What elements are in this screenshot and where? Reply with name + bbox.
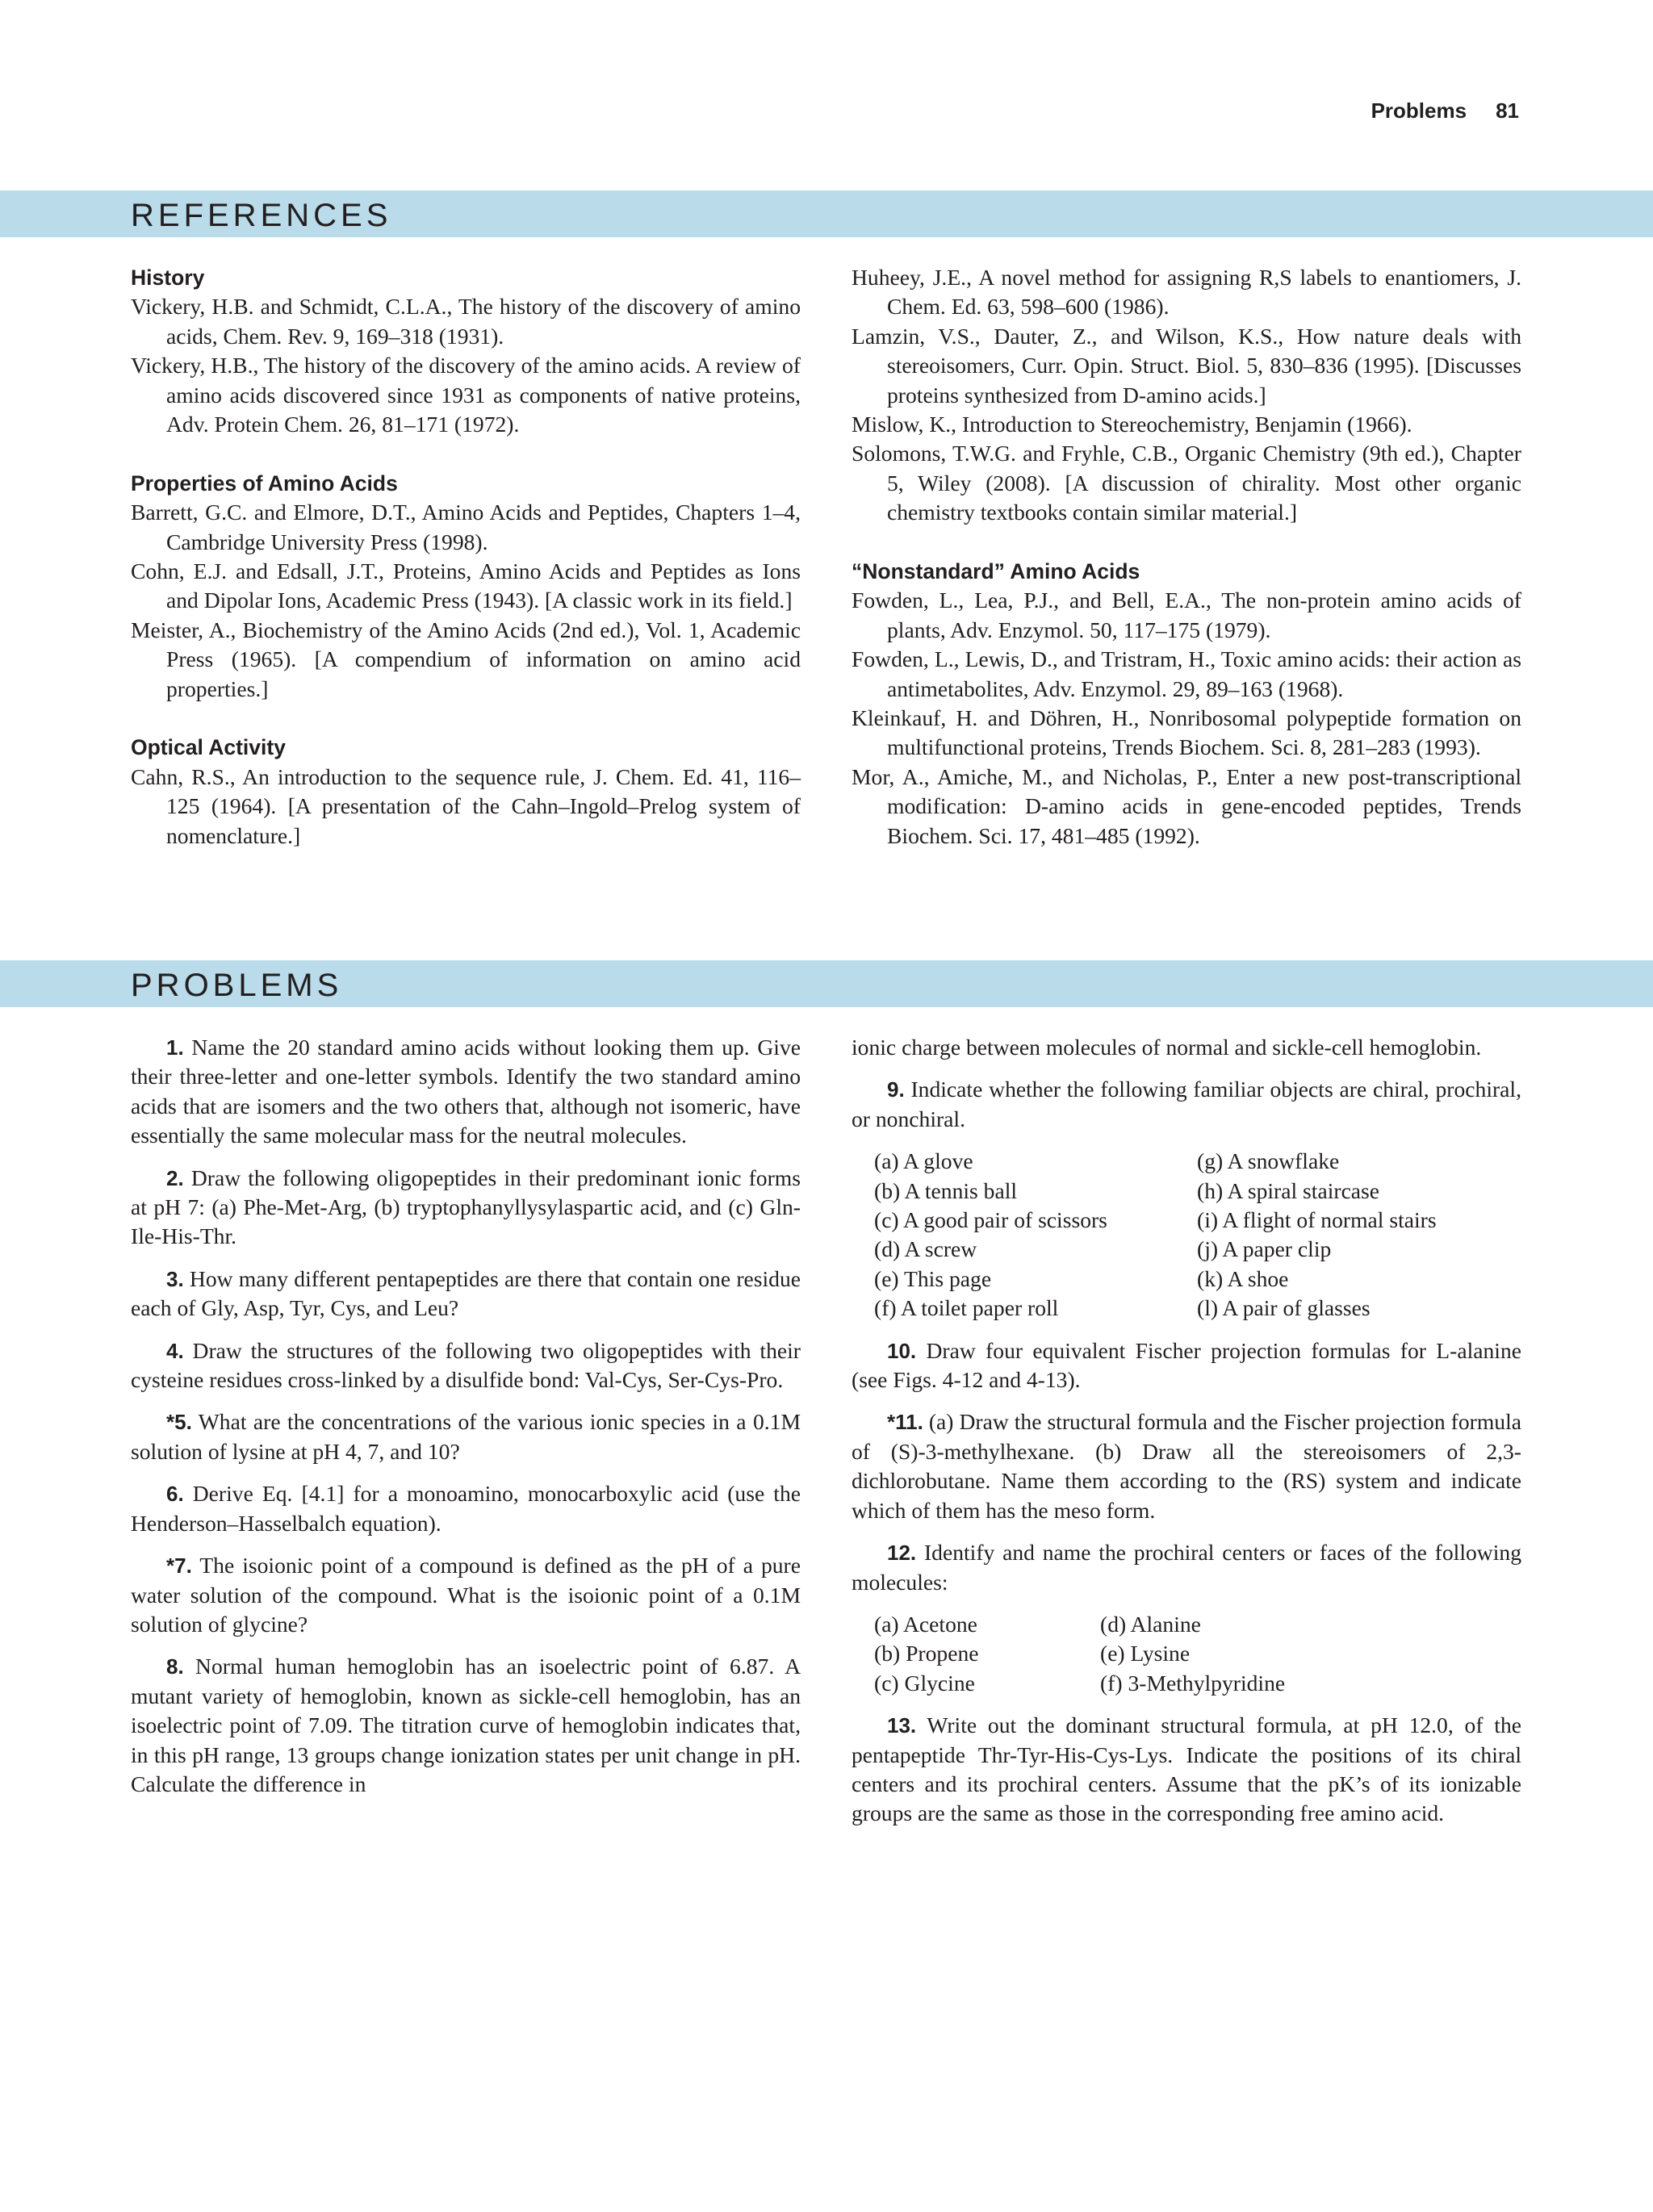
problem-item bbox=[131, 1265, 801, 1323]
reference-subheading: “Nonstandard” Amino Acids bbox=[852, 559, 1140, 584]
problem-number: *7. bbox=[166, 1553, 192, 1579]
reference-subheading: Optical Activity bbox=[131, 735, 286, 760]
choice-item: (d) A screw bbox=[874, 1236, 977, 1262]
reference-entry: Vickery, H.B., The history of the discovery of the amino acids. A review of amino acids discovered since 1931 as components of native proteins, Adv. Protein Chem. 26, 81–171 (1972). bbox=[131, 353, 801, 437]
references-right-column bbox=[852, 263, 1521, 851]
reference-entry: Lamzin, V.S., Dauter, Z., and Wilson, K.S., How nature deals with stereoisomers, Curr. Opin. Struct. Biol. 5, 830–836 (1995). [Discusses proteins synthesized from D-amino acids.] bbox=[852, 323, 1521, 408]
problem-text: Draw four equivalent Fischer projection formulas for L-alanine (see Figs. 4-12 and 4-13). bbox=[852, 1337, 1521, 1393]
reference-entry: Vickery, H.B. and Schmidt, C.L.A., The history of the discovery of amino acids, Chem. Rev. 9, 169–318 (1931). bbox=[131, 294, 801, 349]
choice-item: (j) A paper clip bbox=[1197, 1236, 1332, 1262]
reference-entry: Barrett, G.C. and Elmore, D.T., Amino Acids and Peptides, Chapters 1–4, Cambridge University Press (1998). bbox=[131, 500, 801, 554]
reference-entry: Huheey, J.E., A novel method for assigning R,S labels to enantiomers, J. Chem. Ed. 63, 598–600 (1986). bbox=[852, 265, 1521, 320]
problem-number: 1. bbox=[166, 1035, 184, 1060]
problem-text: How many different pentapeptides are there that contain one residue each of Gly, Asp, Tyr, Cys, and Leu? bbox=[131, 1265, 801, 1321]
reference-entry: Fowden, L., Lea, P.J., and Bell, E.A., The non-protein amino acids of plants, Adv. Enzymol. 50, 117–175 (1979). bbox=[852, 587, 1521, 642]
problem-item bbox=[852, 1538, 1521, 1597]
choice-item: (k) A shoe bbox=[1197, 1265, 1289, 1291]
choice-item: (a) Acetone bbox=[874, 1611, 977, 1637]
reference-subheading: History bbox=[131, 266, 205, 290]
problem-number: *11. bbox=[887, 1410, 923, 1435]
choice-item: (b) A tennis ball bbox=[874, 1177, 1018, 1203]
problem-item bbox=[131, 1164, 801, 1252]
choice-item: (l) A pair of glasses bbox=[1197, 1295, 1371, 1321]
running-header bbox=[1371, 98, 1519, 123]
references-heading: REFERENCES bbox=[131, 198, 392, 233]
choice-row bbox=[874, 1265, 1521, 1294]
references-banner bbox=[0, 190, 1653, 237]
choice-row bbox=[874, 1177, 1521, 1206]
problem-text: (a) Draw the structural formula and the Fischer projection formula of (S)-3-methylhexane. (b) Draw all the stereoisomers of 2,3-dichlorobutane. Name them according to the (RS) system and indicate which of them has the meso form. bbox=[852, 1409, 1521, 1523]
choice-item: (b) Propene bbox=[874, 1641, 979, 1666]
choice-list bbox=[874, 1147, 1521, 1323]
problem-text: Identify and name the prochiral centers or faces of the following molecules: bbox=[852, 1540, 1521, 1595]
problem-text: What are the concentrations of the various ionic species in a 0.1M solution of lysine at pH 4, 7, and 10? bbox=[131, 1409, 801, 1464]
reference-entry: Solomons, T.W.G. and Fryhle, C.B., Organic Chemistry (9th ed.), Chapter 5, Wiley (2008). [A discussion of chirality. Most other organic chemistry textbooks contain similar material.] bbox=[852, 441, 1521, 525]
choice-item: (f) A toilet paper roll bbox=[874, 1295, 1059, 1321]
problem-item bbox=[131, 1407, 801, 1466]
choice-row bbox=[874, 1206, 1521, 1235]
references-left-column bbox=[131, 263, 801, 851]
problem-text: Normal human hemoglobin has an isoelectric point of 6.87. A mutant variety of hemoglobin, known as sickle-cell hemoglobin, has an isoelectric point of 7.09. The titration curve of hemoglobin indicates that, in this pH range, 13 groups change ionization states per unit change in pH. Calculate the difference in bbox=[131, 1654, 801, 1796]
problem-item bbox=[852, 1407, 1521, 1525]
choice-item: (c) Glycine bbox=[874, 1670, 975, 1696]
reference-entry: Fowden, L., Lewis, D., and Tristram, H., Toxic amino acids: their action as antimetabolites, Adv. Enzymol. 29, 89–163 (1968). bbox=[852, 646, 1521, 701]
problem-item bbox=[852, 1336, 1521, 1395]
problem-number: 9. bbox=[887, 1077, 905, 1102]
problem-text: The isoionic point of a compound is defined as the pH of a pure water solution of the compound. What is the isoionic point of a 0.1M solution of glycine? bbox=[131, 1553, 801, 1637]
problem-item bbox=[131, 1652, 801, 1799]
choice-item: (e) This page bbox=[874, 1265, 992, 1291]
spacer bbox=[131, 439, 801, 468]
choice-row bbox=[874, 1235, 1521, 1264]
problem-number: 8. bbox=[166, 1654, 184, 1679]
problem-number: 13. bbox=[887, 1713, 917, 1738]
problem-number: 3. bbox=[166, 1266, 184, 1291]
reference-entry: Kleinkauf, H. and Döhren, H., Nonribosomal polypeptide formation on multifunctional proteins, Trends Biochem. Sci. 8, 281–283 (1993). bbox=[852, 705, 1521, 760]
problem-item bbox=[852, 1075, 1521, 1134]
choice-item: (g) A snowflake bbox=[1197, 1148, 1340, 1174]
problems-heading: PROBLEMS bbox=[131, 968, 343, 1003]
choice-item: (a) A glove bbox=[874, 1148, 973, 1174]
choice-item: (c) A good pair of scissors bbox=[874, 1207, 1107, 1233]
choice-list bbox=[874, 1610, 1521, 1698]
choice-item: (h) A spiral staircase bbox=[1197, 1177, 1380, 1203]
choice-item: (f) 3-Methylpyridine bbox=[1100, 1670, 1286, 1696]
page-number: 81 bbox=[1496, 98, 1519, 123]
spacer bbox=[131, 704, 801, 733]
choice-row bbox=[874, 1294, 1521, 1323]
problem-text: Derive Eq. [4.1] for a monoamino, monocarboxylic acid (use the Henderson–Hasselbalch equation). bbox=[131, 1481, 801, 1536]
problem-item bbox=[131, 1479, 801, 1538]
problem-item bbox=[131, 1033, 801, 1151]
problem-number: 10. bbox=[887, 1338, 917, 1363]
choice-row bbox=[874, 1669, 1521, 1698]
reference-entry: Meister, A., Biochemistry of the Amino Acids (2nd ed.), Vol. 1, Academic Press (1965). [A compendium of information on amino acid properties.] bbox=[131, 617, 801, 701]
reference-entry: Cohn, E.J. and Edsall, J.T., Proteins, Amino Acids and Peptides as Ions and Dipolar Ions, Academic Press (1943). [A classic work in its field.] bbox=[131, 558, 801, 613]
problem-item bbox=[131, 1336, 801, 1395]
choice-row bbox=[874, 1147, 1521, 1176]
problem-number: 12. bbox=[887, 1541, 917, 1566]
reference-entry: Cahn, R.S., An introduction to the sequence rule, J. Chem. Ed. 41, 116–125 (1964). [A presentation of the Cahn–Ingold–Prelog system of nomenclature.] bbox=[131, 763, 801, 848]
choice-item: (i) A flight of normal stairs bbox=[1197, 1207, 1437, 1233]
problem-text: Name the 20 standard amino acids without looking them up. Give their three-letter and one-letter symbols. Identify the two standard amino acids that are isomers and the two others that, although not isomeric, have essentially the same molecular mass for the neutral molecules. bbox=[131, 1035, 801, 1148]
problem-item bbox=[852, 1711, 1521, 1829]
reference-entry: Mislow, K., Introduction to Stereochemistry, Benjamin (1966). bbox=[852, 412, 1412, 437]
spacer bbox=[852, 528, 1521, 557]
problem-number: 4. bbox=[166, 1338, 184, 1363]
problem-text: Indicate whether the following familiar objects are chiral, prochiral, or nonchiral. bbox=[852, 1077, 1521, 1131]
problem-text: Draw the following oligopeptides in their predominant ionic forms at pH 7: (a) Phe-Met-Arg, (b) tryptophanyllysylaspartic acid, and (c) Gln-Ile-His-Thr. bbox=[131, 1165, 801, 1249]
choice-item: (d) Alanine bbox=[1100, 1611, 1201, 1637]
header-section: Problems bbox=[1371, 98, 1467, 123]
choice-row bbox=[874, 1610, 1521, 1639]
problems-left-column bbox=[131, 1033, 801, 1812]
problem-continuation: ionic charge between molecules of normal and sickle-cell hemoglobin. bbox=[852, 1035, 1482, 1060]
problem-number: 6. bbox=[166, 1482, 184, 1507]
problems-right-column bbox=[852, 1033, 1521, 1842]
problems-banner bbox=[0, 960, 1653, 1007]
problem-text: Draw the structures of the following two oligopeptides with their cysteine residues cross-linked by a disulfide bond: Val-Cys, Ser-Cys-Pro. bbox=[131, 1337, 801, 1393]
problem-number: 2. bbox=[166, 1165, 184, 1190]
problem-item bbox=[131, 1551, 801, 1639]
reference-entry: Mor, A., Amiche, M., and Nicholas, P., Enter a new post-transcriptional modification: D-amino acids in gene-encoded peptides, Trends Biochem. Sci. 17, 481–485 (1992). bbox=[852, 763, 1521, 848]
choice-item: (e) Lysine bbox=[1100, 1641, 1191, 1666]
reference-subheading: Properties of Amino Acids bbox=[131, 470, 398, 496]
problem-text: Write out the dominant structural formula, at pH 12.0, of the pentapeptide Thr-Tyr-His-Cys-Lys. Indicate the positions of its chiral centers and its prochiral centers. Assume that the pK’s of its ionizable groups are the same as those in the corresponding free amino acid. bbox=[852, 1712, 1521, 1826]
problem-number: *5. bbox=[166, 1410, 192, 1435]
choice-row bbox=[874, 1639, 1521, 1668]
